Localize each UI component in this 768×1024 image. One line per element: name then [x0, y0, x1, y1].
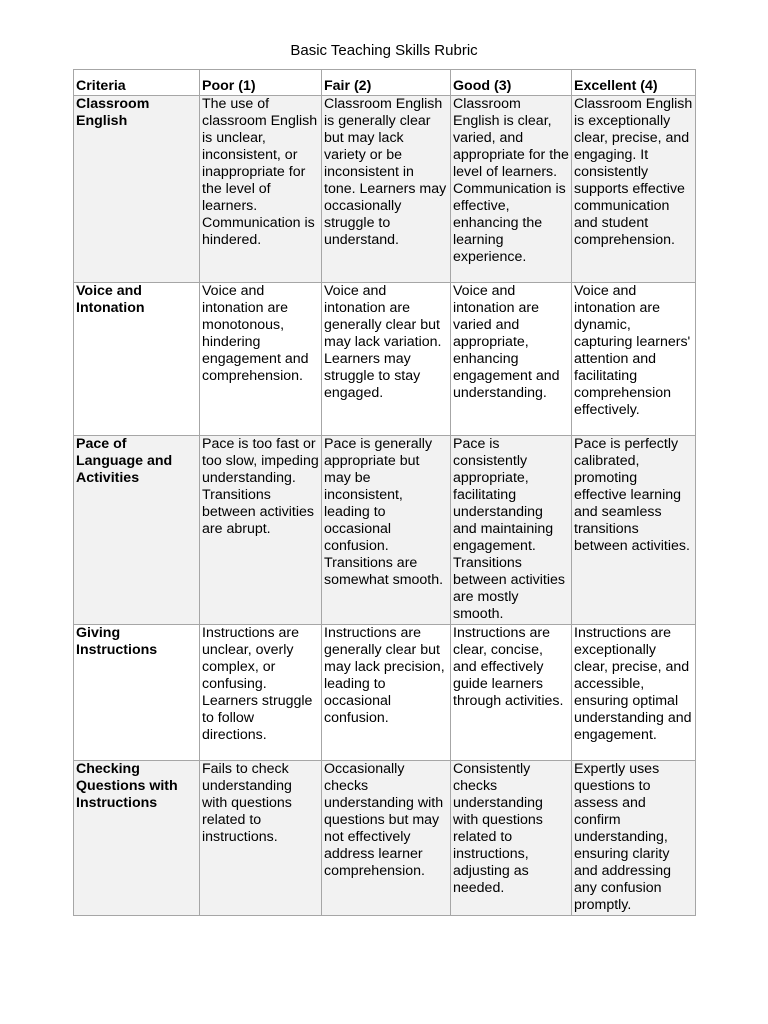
- good-cell: Instructions are clear, concise, and effectively guide learners through activities.: [451, 625, 572, 761]
- poor-cell: Instructions are unclear, overly complex, or confusing. Learners struggle to follow directions.: [200, 625, 322, 761]
- header-row: [74, 70, 696, 96]
- document-title: Basic Teaching Skills Rubric: [290, 42, 478, 59]
- good-cell: Voice and intonation are varied and appropriate, enhancing engagement and understanding.: [451, 283, 572, 436]
- fair-cell: Occasionally checks understanding with questions but may not effectively address learner comprehension.: [322, 761, 451, 916]
- poor-cell: The use of classroom English is unclear, inconsistent, or inappropriate for the level of learners. Communication is hindered.: [200, 96, 322, 283]
- fair-cell: Instructions are generally clear but may lack precision, leading to occasional confusion.: [322, 625, 451, 761]
- excellent-cell: Voice and intonation are dynamic, capturing learners' attention and facilitating comprehension effectively.: [572, 283, 696, 436]
- poor-cell: Voice and intonation are monotonous, hindering engagement and comprehension.: [200, 283, 322, 436]
- criteria-cell: Pace of Language and Activities: [74, 436, 200, 625]
- header-fair: Fair (2): [322, 70, 451, 96]
- header-criteria: Criteria: [74, 70, 200, 96]
- header-good: Good (3): [451, 70, 572, 96]
- good-cell: Pace is consistently appropriate, facilitating understanding and maintaining engagement. Transitions between activities are mostly smooth.: [451, 436, 572, 625]
- excellent-cell: Pace is perfectly calibrated, promoting effective learning and seamless transitions between activities.: [572, 436, 696, 625]
- criteria-cell: Classroom English: [74, 96, 200, 283]
- table-row: [74, 96, 696, 283]
- header-excellent: Excellent (4): [572, 70, 696, 96]
- excellent-cell: Instructions are exceptionally clear, precise, and accessible, ensuring optimal understanding and engagement.: [572, 625, 696, 761]
- criteria-cell: Giving Instructions: [74, 625, 200, 761]
- fair-cell: Classroom English is generally clear but may lack variety or be inconsistent in tone. Learners may occasionally struggle to understand.: [322, 96, 451, 283]
- rubric-table: [73, 69, 696, 916]
- good-cell: Classroom English is clear, varied, and appropriate for the level of learners. Communication is effective, enhancing the learning experience.: [451, 96, 572, 283]
- excellent-cell: Expertly uses questions to assess and confirm understanding, ensuring clarity and addressing any confusion promptly.: [572, 761, 696, 916]
- table-row: [74, 761, 696, 916]
- good-cell: Consistently checks understanding with questions related to instructions, adjusting as needed.: [451, 761, 572, 916]
- poor-cell: Pace is too fast or too slow, impeding understanding. Transitions between activities are abrupt.: [200, 436, 322, 625]
- fair-cell: Voice and intonation are generally clear but may lack variation. Learners may struggle to stay engaged.: [322, 283, 451, 436]
- fair-cell: Pace is generally appropriate but may be inconsistent, leading to occasional confusion. Transitions are somewhat smooth.: [322, 436, 451, 625]
- table-row: [74, 283, 696, 436]
- excellent-cell: Classroom English is exceptionally clear, precise, and engaging. It consistently supports effective communication and student comprehension.: [572, 96, 696, 283]
- table-row: [74, 625, 696, 761]
- criteria-cell: Voice and Intonation: [74, 283, 200, 436]
- table-row: [74, 436, 696, 625]
- poor-cell: Fails to check understanding with questions related to instructions.: [200, 761, 322, 916]
- criteria-cell: Checking Questions with Instructions: [74, 761, 200, 916]
- header-poor: Poor (1): [200, 70, 322, 96]
